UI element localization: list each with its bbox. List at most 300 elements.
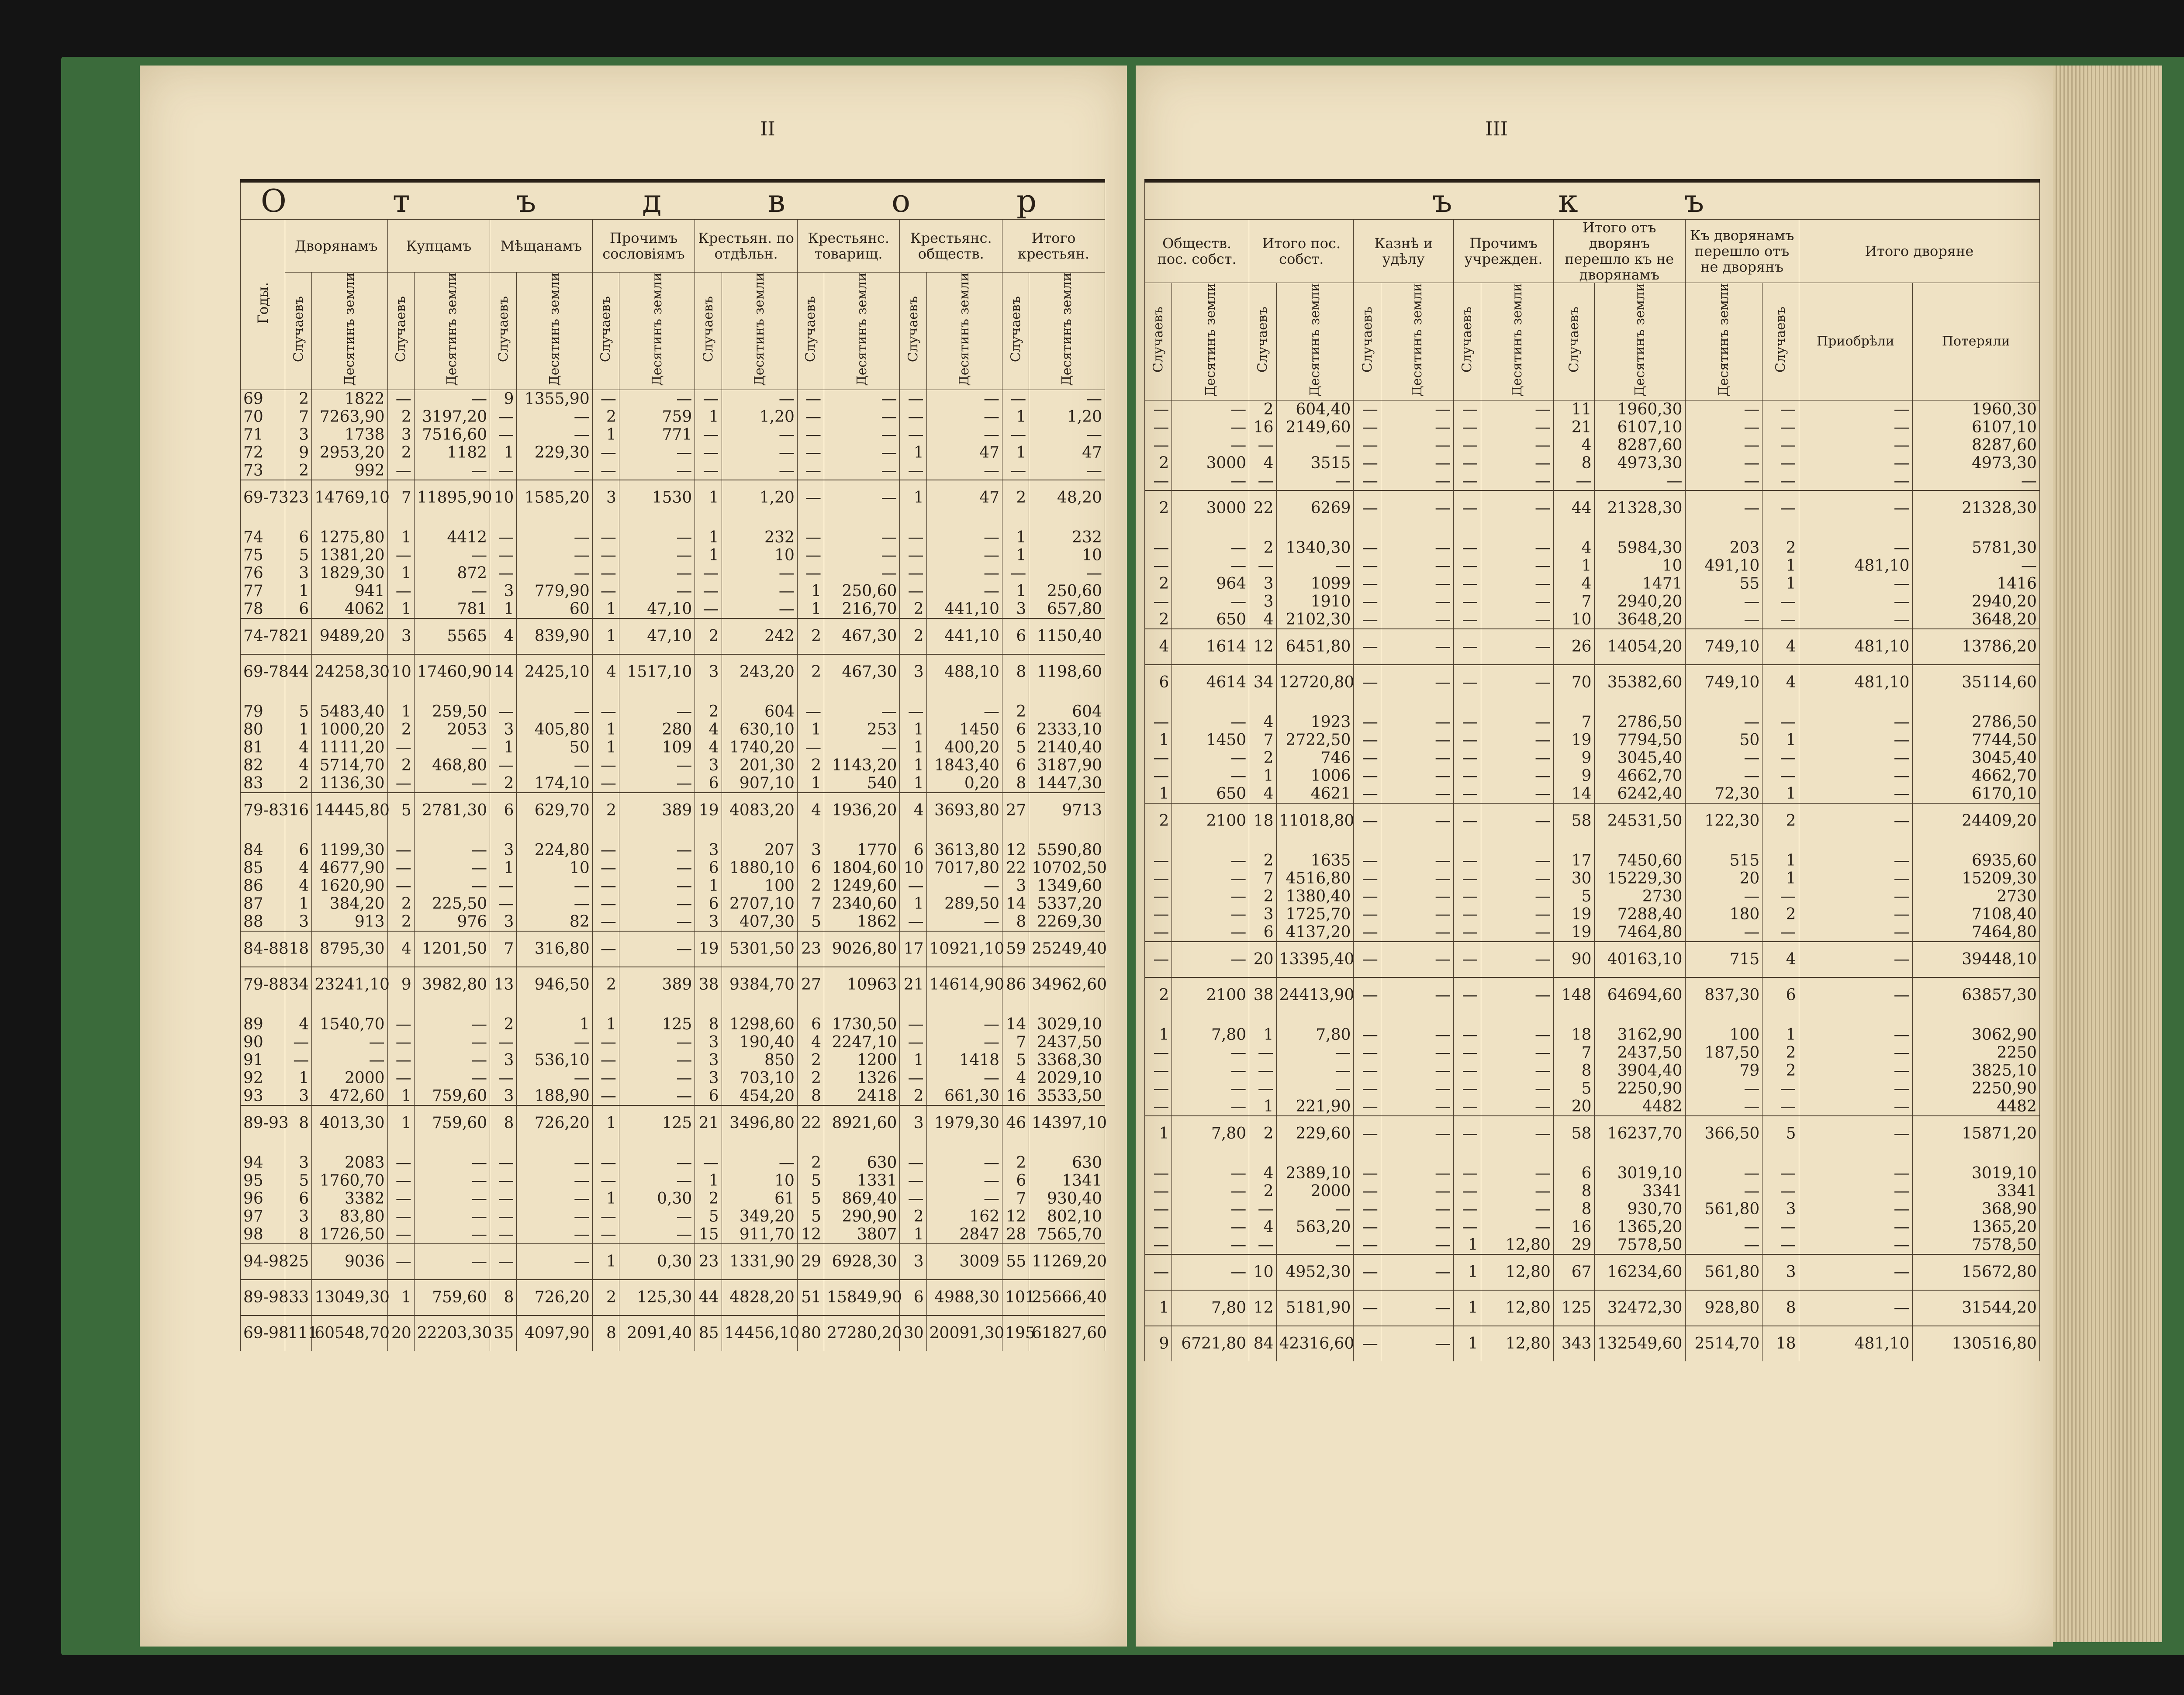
banner-letter: о <box>891 183 959 219</box>
table-cell: — <box>1799 611 1912 629</box>
table-cell: 4097,90 <box>517 1315 592 1351</box>
table-cell: 8 <box>285 1105 312 1141</box>
table-cell: — <box>900 462 926 480</box>
table-cell: — <box>1172 1236 1249 1254</box>
table-cell: 3904,40 <box>1594 1062 1685 1080</box>
table-cell: 837,30 <box>1685 977 1762 1013</box>
table-cell: 125 <box>619 1105 695 1141</box>
table-cell: — <box>1381 870 1453 887</box>
table-cell: 3 <box>1002 600 1029 618</box>
table-cell: — <box>1762 923 1799 942</box>
table-cell: 4516,80 <box>1276 870 1354 887</box>
table-cell: — <box>1685 418 1762 436</box>
table-cell: — <box>926 1002 1002 1033</box>
table-cell: — <box>619 774 695 793</box>
table-cell: — <box>926 1172 1002 1190</box>
table-row <box>241 1069 1105 1087</box>
year-cell: 89 <box>241 1002 285 1033</box>
table-cell: 10921,10 <box>926 931 1002 967</box>
table-cell: — <box>1029 462 1105 480</box>
table-cell: — <box>1354 418 1381 436</box>
table-cell: 21328,30 <box>1912 490 2039 526</box>
table-cell: 650 <box>1172 785 1249 803</box>
table-cell: 34 <box>285 967 312 1002</box>
table-cell: 781 <box>414 600 490 618</box>
sub-header-land: Десятинъ земли <box>414 273 490 390</box>
table-row <box>1145 839 2040 870</box>
table-cell: — <box>1381 839 1453 870</box>
table-cell: — <box>1172 526 1249 557</box>
table-cell: 101 <box>1002 1280 1029 1315</box>
table-cell: — <box>1276 436 1354 454</box>
table-cell: 14 <box>1002 895 1029 913</box>
table-cell: 4083,20 <box>722 793 797 828</box>
table-cell: — <box>1799 767 1912 785</box>
table-row <box>1145 767 2040 785</box>
table-cell: 2 <box>592 1280 619 1315</box>
table-cell: — <box>1481 557 1553 575</box>
table-cell: — <box>1145 472 1172 490</box>
table-cell: 11269,20 <box>1029 1244 1105 1280</box>
table-cell: 650 <box>1172 611 1249 629</box>
table-cell: — <box>1454 1013 1481 1044</box>
table-cell: 7 <box>1553 700 1594 731</box>
table-cell: 1331 <box>824 1172 900 1190</box>
table-cell: 72,30 <box>1685 785 1762 803</box>
table-cell: 224,80 <box>517 828 592 859</box>
table-cell: 16237,70 <box>1594 1116 1685 1151</box>
table-row <box>241 1172 1105 1190</box>
table-cell: — <box>619 564 695 582</box>
year-cell: 80 <box>241 721 285 739</box>
table-cell: 661,30 <box>926 1087 1002 1105</box>
table-cell: — <box>1454 1044 1481 1062</box>
table-cell: 9 <box>1553 767 1594 785</box>
table-cell: — <box>1454 1200 1481 1218</box>
left-page <box>140 66 1127 1647</box>
table-cell: — <box>1172 418 1249 436</box>
group-header: Итого отъ дворянъ перешло къ не дворянамъ <box>1553 220 1685 283</box>
table-cell: — <box>1381 731 1453 749</box>
table-cell: 10702,50 <box>1029 859 1105 877</box>
table-cell: — <box>1481 418 1553 436</box>
table-cell: 38 <box>1249 977 1276 1013</box>
table-cell: — <box>900 1069 926 1087</box>
table-cell: — <box>1145 1200 1172 1218</box>
table-cell: 16 <box>1249 418 1276 436</box>
table-cell: 27280,20 <box>824 1315 900 1351</box>
table-cell: 368,90 <box>1912 1200 2039 1218</box>
table-cell: 3 <box>592 480 619 515</box>
table-cell: — <box>1481 490 1553 526</box>
table-cell: — <box>1002 426 1029 444</box>
table-cell: — <box>1799 418 1912 436</box>
table-cell: 82 <box>517 913 592 931</box>
table-cell: 9489,20 <box>312 618 387 654</box>
table-cell: — <box>414 859 490 877</box>
table-cell: — <box>592 564 619 582</box>
table-cell: — <box>1799 803 1912 839</box>
table-cell: — <box>1145 905 1172 923</box>
table-cell: 6 <box>1249 923 1276 942</box>
table-cell: 242 <box>722 618 797 654</box>
table-cell: — <box>414 1208 490 1226</box>
table-cell: — <box>517 1190 592 1208</box>
table-cell: — <box>1762 1098 1799 1116</box>
group-header: Прочимъ сословіямъ <box>592 220 695 273</box>
table-cell: — <box>1145 942 1172 977</box>
table-cell: 4 <box>1249 611 1276 629</box>
table-cell: 19 <box>1553 905 1594 923</box>
table-cell: 4828,20 <box>722 1280 797 1315</box>
table-cell: — <box>414 1244 490 1280</box>
table-cell: 3 <box>900 1244 926 1280</box>
table-cell: — <box>1799 454 1912 472</box>
table-cell: 7,80 <box>1172 1290 1249 1326</box>
table-cell: 1 <box>1145 731 1172 749</box>
sub-header-land: Десятинъ земли <box>1594 283 1685 400</box>
table-cell: 3 <box>695 1033 722 1051</box>
table-cell: 2 <box>592 967 619 1002</box>
table-cell: — <box>1594 472 1685 490</box>
table-cell: 30 <box>1553 870 1594 887</box>
table-total-row <box>241 1105 1105 1141</box>
table-cell: 7288,40 <box>1594 905 1685 923</box>
table-cell: 1471 <box>1594 575 1685 593</box>
table-cell: — <box>619 1172 695 1190</box>
table-cell: 389 <box>619 793 695 828</box>
table-row <box>241 877 1105 895</box>
table-cell: — <box>1454 1151 1481 1182</box>
table-cell: 2 <box>285 774 312 793</box>
table-cell: — <box>414 1051 490 1069</box>
table-cell: — <box>592 931 619 967</box>
table-cell: — <box>797 739 824 756</box>
table-cell: — <box>1145 557 1172 575</box>
table-cell: — <box>1454 977 1481 1013</box>
table-cell: 472,60 <box>312 1087 387 1105</box>
table-cell: 1 <box>490 859 517 877</box>
table-cell: 2100 <box>1172 977 1249 1013</box>
table-cell: 540 <box>824 774 900 793</box>
table-cell: 2 <box>1002 1141 1029 1172</box>
table-cell: — <box>517 877 592 895</box>
table-cell: 1006 <box>1276 767 1354 785</box>
table-cell: 259,50 <box>414 690 490 721</box>
table-cell: — <box>1354 1182 1381 1200</box>
table-cell: — <box>1145 418 1172 436</box>
table-cell: 1380,40 <box>1276 887 1354 905</box>
table-cell: — <box>1354 839 1381 870</box>
table-cell: 2 <box>1249 887 1276 905</box>
table-cell: — <box>1145 1062 1172 1080</box>
table-cell: 2 <box>387 895 414 913</box>
table-cell: 174,10 <box>517 774 592 793</box>
table-cell: — <box>1481 785 1553 803</box>
table-cell: 12 <box>797 1226 824 1244</box>
table-cell: 7 <box>490 931 517 967</box>
table-cell: — <box>1685 749 1762 767</box>
table-cell: 1 <box>695 515 722 546</box>
table-cell: — <box>1454 490 1481 526</box>
table-cell: 122,30 <box>1685 803 1762 839</box>
table-cell: 229,30 <box>517 444 592 462</box>
table-cell: — <box>1481 526 1553 557</box>
table-total-row <box>241 480 1105 515</box>
group-header: Казнѣ и удѣлу <box>1354 220 1454 283</box>
table-cell: 12 <box>1249 1290 1276 1326</box>
table-cell: 3 <box>490 1051 517 1069</box>
table-cell: 280 <box>619 721 695 739</box>
table-cell: 4 <box>1249 1218 1276 1236</box>
table-cell: 290,90 <box>824 1208 900 1226</box>
table-cell: — <box>1381 1062 1453 1080</box>
table-cell: 3 <box>285 1141 312 1172</box>
table-cell: — <box>1354 977 1381 1013</box>
table-row <box>1145 1062 2040 1080</box>
table-cell: 1 <box>797 774 824 793</box>
table-cell: — <box>1354 785 1381 803</box>
table-cell: 12,80 <box>1481 1290 1553 1326</box>
table-cell: 9 <box>387 967 414 1002</box>
table-cell: — <box>1381 490 1453 526</box>
table-cell: 7464,80 <box>1594 923 1685 942</box>
table-cell: 3 <box>490 913 517 931</box>
table-cell: — <box>1454 839 1481 870</box>
table-cell: — <box>1381 1044 1453 1062</box>
table-cell: 1 <box>285 582 312 600</box>
table-cell: — <box>1354 731 1381 749</box>
sub-header-cases: Случаевъ <box>797 273 824 390</box>
table-cell: 3613,80 <box>926 828 1002 859</box>
table-cell: 44 <box>285 654 312 690</box>
table-cell: 14456,10 <box>722 1315 797 1351</box>
table-row <box>241 690 1105 721</box>
table-cell: — <box>1381 418 1453 436</box>
table-cell: — <box>1002 462 1029 480</box>
table-cell: — <box>900 564 926 582</box>
table-cell: 1 <box>1762 785 1799 803</box>
table-cell: — <box>619 462 695 480</box>
table-cell: — <box>1354 472 1381 490</box>
table-cell: 4952,30 <box>1276 1254 1354 1290</box>
table-row <box>241 1208 1105 1226</box>
table-cell: 162 <box>926 1208 1002 1226</box>
table-cell: 4 <box>285 756 312 774</box>
table-cell: — <box>1381 436 1453 454</box>
year-cell: 79-88 <box>241 967 285 1002</box>
table-cell: — <box>592 462 619 480</box>
table-cell: — <box>414 828 490 859</box>
table-cell: 2940,20 <box>1594 593 1685 611</box>
table-cell: 2 <box>592 408 619 426</box>
table-row <box>241 1002 1105 1033</box>
table-cell: — <box>619 444 695 462</box>
table-row <box>241 582 1105 600</box>
banner-letter: д <box>642 183 710 219</box>
table-cell: 27 <box>1002 793 1029 828</box>
table-cell: 17 <box>1553 839 1594 870</box>
table-cell: — <box>1685 472 1762 490</box>
table-cell: — <box>1354 1116 1381 1151</box>
table-row <box>1145 418 2040 436</box>
table-cell: 35 <box>490 1315 517 1351</box>
table-cell: — <box>517 1033 592 1051</box>
table-cell: 343 <box>1553 1326 1594 1361</box>
table-cell: — <box>1145 887 1172 905</box>
table-cell: 22203,30 <box>414 1315 490 1351</box>
table-cell: 746 <box>1276 749 1354 767</box>
year-cell: 70 <box>241 408 285 426</box>
table-row <box>1145 436 2040 454</box>
table-cell: — <box>592 1208 619 1226</box>
table-cell: 7 <box>1002 1190 1029 1208</box>
group-header: Крестьянс. товарищ. <box>797 220 900 273</box>
table-cell: 253 <box>824 721 900 739</box>
table-cell: — <box>1685 1218 1762 1236</box>
table-cell: 467,30 <box>824 654 900 690</box>
table-cell: 1 <box>1145 785 1172 803</box>
table-cell: 16 <box>1553 1218 1594 1236</box>
table-cell: 7 <box>1249 731 1276 749</box>
table-cell: 1 <box>695 480 722 515</box>
table-cell: — <box>1145 526 1172 557</box>
table-cell: — <box>1172 700 1249 731</box>
group-header: Крестьянс. обществ. <box>900 220 1002 273</box>
table-cell: — <box>1685 454 1762 472</box>
table-total-row <box>241 654 1105 690</box>
table-cell: 563,20 <box>1276 1218 1354 1236</box>
table-cell: 5 <box>1762 1116 1799 1151</box>
table-cell: — <box>1354 629 1381 665</box>
year-cell: 82 <box>241 756 285 774</box>
table-cell: — <box>1354 400 1381 418</box>
table-cell: — <box>1381 1236 1453 1254</box>
table-cell: 1,20 <box>722 480 797 515</box>
table-cell: 1000,20 <box>312 721 387 739</box>
table-cell: 7 <box>387 480 414 515</box>
left-table-wrap <box>240 179 1105 1351</box>
table-cell: — <box>926 1141 1002 1172</box>
table-row <box>241 1190 1105 1208</box>
table-cell: 11895,90 <box>414 480 490 515</box>
year-cell: 97 <box>241 1208 285 1226</box>
table-cell: — <box>1454 803 1481 839</box>
table-cell: — <box>1799 490 1912 526</box>
table-cell: — <box>1381 454 1453 472</box>
table-cell: — <box>722 582 797 600</box>
table-cell: 18 <box>1553 1013 1594 1044</box>
year-cell: 89-98 <box>241 1280 285 1315</box>
table-cell: 1365,20 <box>1594 1218 1685 1236</box>
year-cell: 74 <box>241 515 285 546</box>
table-cell: 2953,20 <box>312 444 387 462</box>
table-cell: 2 <box>490 1002 517 1033</box>
table-cell: — <box>1481 1044 1553 1062</box>
table-cell: 24409,20 <box>1912 803 2039 839</box>
table-cell: 16 <box>285 793 312 828</box>
table-cell: 2 <box>1249 1182 1276 1200</box>
table-cell: 8 <box>1553 1182 1594 1200</box>
table-cell: 232 <box>1029 515 1105 546</box>
table-cell: 8 <box>490 1280 517 1315</box>
table-cell: 6 <box>1002 618 1029 654</box>
table-cell: — <box>1172 887 1249 905</box>
table-cell: — <box>926 515 1002 546</box>
table-cell: 5 <box>285 1172 312 1190</box>
table-cell: 3 <box>1762 1254 1799 1290</box>
table-cell: 3 <box>797 828 824 859</box>
table-cell: 2 <box>1762 526 1799 557</box>
table-cell: — <box>1762 611 1799 629</box>
table-cell: — <box>824 690 900 721</box>
table-cell: 771 <box>619 426 695 444</box>
table-cell: — <box>1145 1218 1172 1236</box>
table-cell: — <box>1172 1098 1249 1116</box>
banner-letter: О <box>260 183 335 219</box>
year-cell: 77 <box>241 582 285 600</box>
table-cell: 1 <box>900 444 926 462</box>
table-row <box>1145 454 2040 472</box>
table-cell: 1 <box>695 1172 722 1190</box>
table-cell: — <box>1481 400 1553 418</box>
table-cell: 4 <box>387 931 414 967</box>
table-cell: — <box>285 1051 312 1069</box>
table-cell: 14397,10 <box>1029 1105 1105 1141</box>
table-cell: 35382,60 <box>1594 665 1685 700</box>
table-cell: — <box>900 1190 926 1208</box>
table-cell: 366,50 <box>1685 1116 1762 1151</box>
table-cell: 1 <box>1002 515 1029 546</box>
table-cell: — <box>1249 436 1276 454</box>
table-cell: — <box>387 1141 414 1172</box>
year-cell: 76 <box>241 564 285 582</box>
year-cell: 94 <box>241 1141 285 1172</box>
table-cell: — <box>824 564 900 582</box>
table-cell: — <box>1762 700 1799 731</box>
table-cell: 2 <box>1002 480 1029 515</box>
sub-header-cases: Случаевъ <box>1002 273 1029 390</box>
table-cell: — <box>1481 575 1553 593</box>
table-cell: — <box>387 1002 414 1033</box>
table-cell: 20 <box>1553 1098 1594 1116</box>
table-cell: — <box>1276 472 1354 490</box>
table-cell: 2389,10 <box>1276 1151 1354 1182</box>
table-cell: — <box>1454 557 1481 575</box>
table-cell: 14 <box>1553 785 1594 803</box>
table-cell: 749,10 <box>1685 665 1762 700</box>
table-cell: 2 <box>1762 803 1799 839</box>
table-cell: — <box>824 408 900 426</box>
table-cell: 1979,30 <box>926 1105 1002 1141</box>
table-cell: — <box>1249 1080 1276 1098</box>
table-cell: 3009 <box>926 1244 1002 1280</box>
banner-letter: ъ <box>1684 183 1752 219</box>
table-cell: 4 <box>1553 526 1594 557</box>
table-cell: 7516,60 <box>414 426 490 444</box>
table-cell: 630 <box>824 1141 900 1172</box>
table-cell: — <box>1354 1151 1381 1182</box>
table-cell: 488,10 <box>926 654 1002 690</box>
table-cell: 12 <box>1249 629 1276 665</box>
table-cell: 1 <box>1249 1013 1276 1044</box>
year-cell: 92 <box>241 1069 285 1087</box>
table-cell: 6242,40 <box>1594 785 1685 803</box>
table-cell: — <box>1481 887 1553 905</box>
table-cell: — <box>592 913 619 931</box>
table-cell: 9 <box>1145 1326 1172 1361</box>
table-cell: — <box>592 444 619 462</box>
